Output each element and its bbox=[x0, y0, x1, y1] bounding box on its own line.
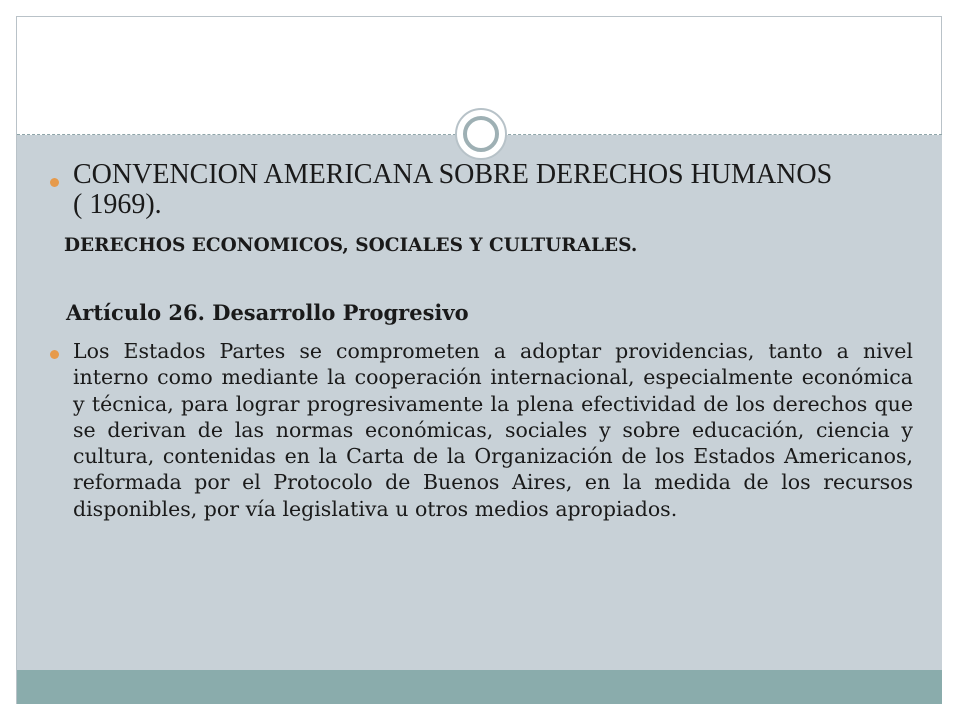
bullet-icon bbox=[50, 178, 59, 187]
slide-title: CONVENCION AMERICANA SOBRE DERECHOS HUMANOS ( 1969). bbox=[73, 159, 833, 220]
bullet-icon bbox=[50, 350, 59, 359]
article-body: Los Estados Partes se comprometen a adoptar providencias, tanto a nivel interno como mediante la cooperación internacional, especialmente económica y técnica, para lograr progresivamente la plena efectividad de los derechos que se derivan de las normas económicas, sociales y sobre educación, ciencia y cultura, contenidas en la Carta de la Organización de los Estados Americanos, reformada por el Protocolo de Buenos Aires, en la medida de los recursos disponibles, por vía legislativa u otros medios apropiados. bbox=[73, 339, 913, 521]
slide-subtitle: DERECHOS ECONOMICOS, SOCIALES Y CULTURALES. bbox=[64, 235, 638, 256]
decorative-ring-inner-icon bbox=[463, 116, 499, 152]
footer-band bbox=[17, 670, 942, 704]
article-heading: Artículo 26. Desarrollo Progresivo bbox=[66, 300, 469, 325]
